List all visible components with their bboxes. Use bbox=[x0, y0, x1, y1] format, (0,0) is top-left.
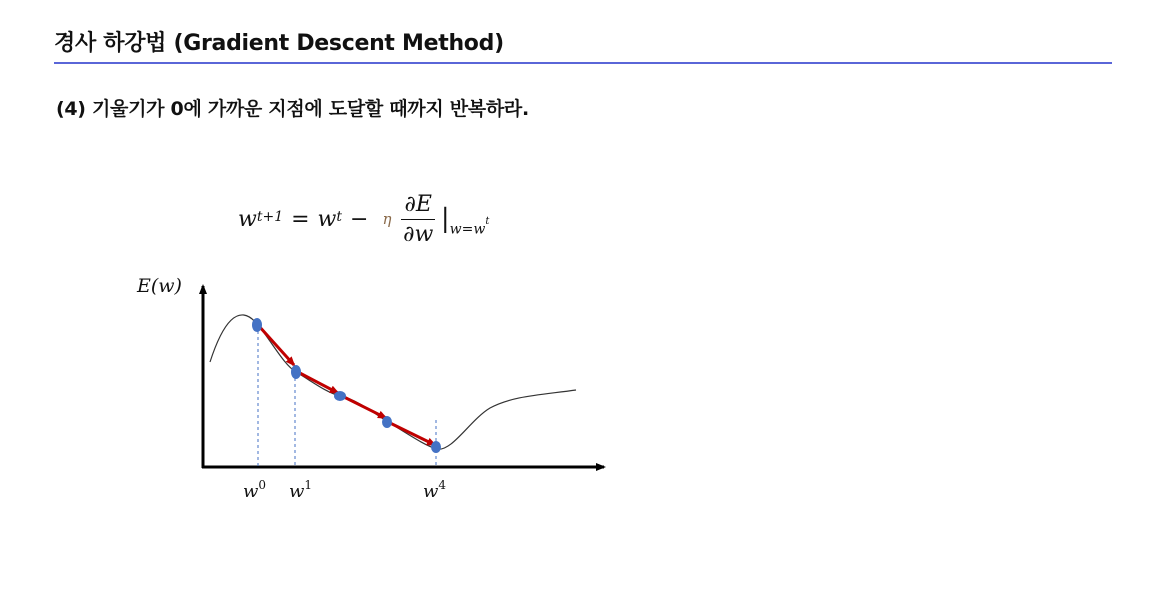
x-label-w1-sup: 1 bbox=[304, 478, 313, 492]
loss-curve bbox=[210, 315, 576, 449]
formula-lhs-var: w bbox=[238, 206, 257, 232]
x-label-w4 bbox=[423, 478, 446, 502]
x-label-w4-base: w bbox=[423, 481, 439, 502]
formula-minus: − bbox=[350, 206, 369, 232]
x-label-w0-base: w bbox=[243, 481, 259, 502]
y-axis-label: E(w) bbox=[137, 275, 182, 297]
step-description: (4) 기울기가 0에 가까운 지점에 도달할 때까지 반복하라. bbox=[56, 98, 529, 120]
point-w4 bbox=[431, 441, 441, 453]
formula-lhs-sup: t+1 bbox=[256, 209, 284, 225]
step-arrow-1 bbox=[258, 325, 294, 365]
point-w2 bbox=[334, 391, 346, 401]
formula-rhs-sup: t bbox=[336, 209, 343, 225]
formula-frac-denominator: ∂w bbox=[403, 221, 434, 247]
formula-equals: = bbox=[291, 206, 310, 232]
x-label-w0-sup: 0 bbox=[258, 478, 267, 492]
x-label-w1 bbox=[289, 478, 312, 502]
step-arrow-2 bbox=[296, 371, 338, 393]
x-label-w4-sup: 4 bbox=[438, 478, 447, 492]
point-w0 bbox=[252, 318, 262, 332]
point-w3 bbox=[382, 416, 392, 428]
x-label-w0 bbox=[243, 478, 266, 502]
formula-rhs-var: w bbox=[317, 206, 337, 232]
formula-eval-sub: w=w bbox=[449, 221, 486, 238]
point-w1 bbox=[291, 365, 301, 379]
step-arrow-3 bbox=[340, 395, 386, 418]
formula-learning-rate: η bbox=[382, 210, 392, 228]
page-title: 경사 하강법 (Gradient Descent Method) bbox=[54, 31, 504, 56]
step-arrow-4 bbox=[388, 422, 435, 445]
formula-eval-sup: t bbox=[485, 216, 490, 228]
formula-eval-bar: | bbox=[440, 204, 450, 234]
formula-frac-numerator: ∂E bbox=[401, 192, 434, 220]
x-label-w1-base: w bbox=[289, 481, 305, 502]
